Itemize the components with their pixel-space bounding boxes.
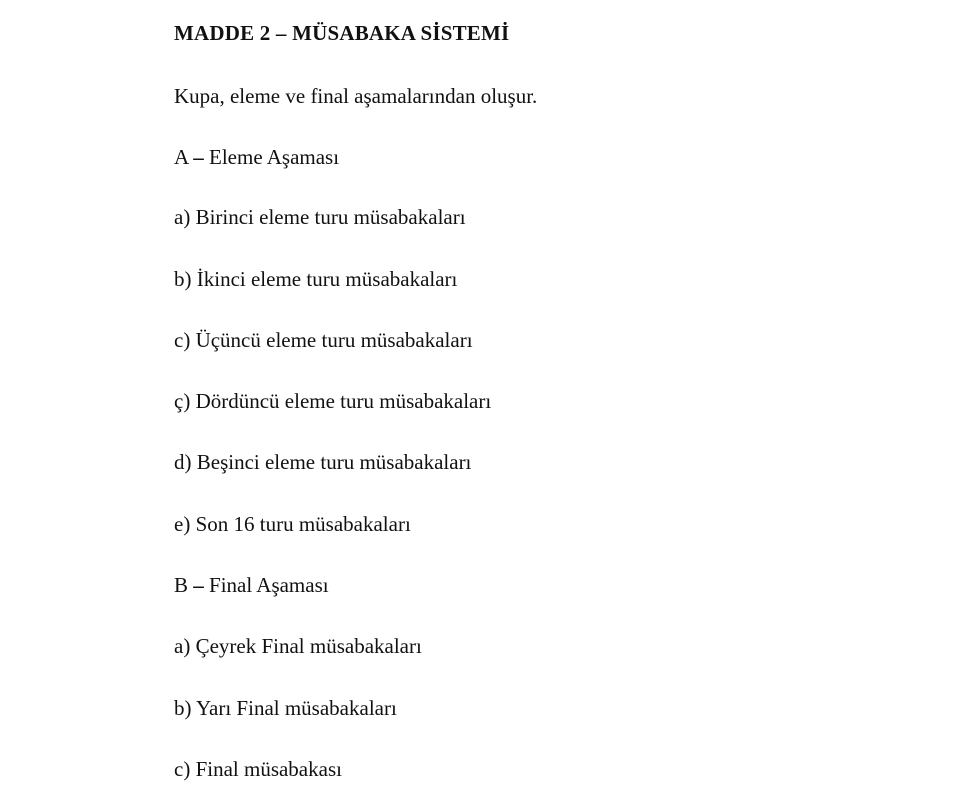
section-letter: B <box>174 573 189 597</box>
article-intro: Kupa, eleme ve final aşamalarından oluşur. <box>174 84 538 108</box>
list-item: ç) Dördüncü eleme turu müsabakaları <box>174 389 492 413</box>
list-item: b) İkinci eleme turu müsabakaları <box>174 267 458 291</box>
section-heading-text: Eleme Aşaması <box>209 145 340 169</box>
list-item: c) Final müsabakası <box>174 757 342 781</box>
section-dash: – <box>193 145 204 169</box>
section-heading-eleme <box>174 144 339 170</box>
document-page <box>174 0 934 789</box>
list-item: a) Birinci eleme turu müsabakaları <box>174 205 466 229</box>
list-item: a) Çeyrek Final müsabakaları <box>174 634 422 658</box>
section-dash: – <box>193 573 204 597</box>
list-item: e) Son 16 turu müsabakaları <box>174 512 411 536</box>
list-item: d) Beşinci eleme turu müsabakaları <box>174 450 472 474</box>
section-heading-final <box>174 572 329 598</box>
list-item: c) Üçüncü eleme turu müsabakaları <box>174 328 473 352</box>
section-heading-text: Final Aşaması <box>209 573 329 597</box>
section-letter: A <box>174 145 189 169</box>
article-title: MADDE 2 – MÜSABAKA SİSTEMİ <box>174 21 510 45</box>
list-item: b) Yarı Final müsabakaları <box>174 696 397 720</box>
